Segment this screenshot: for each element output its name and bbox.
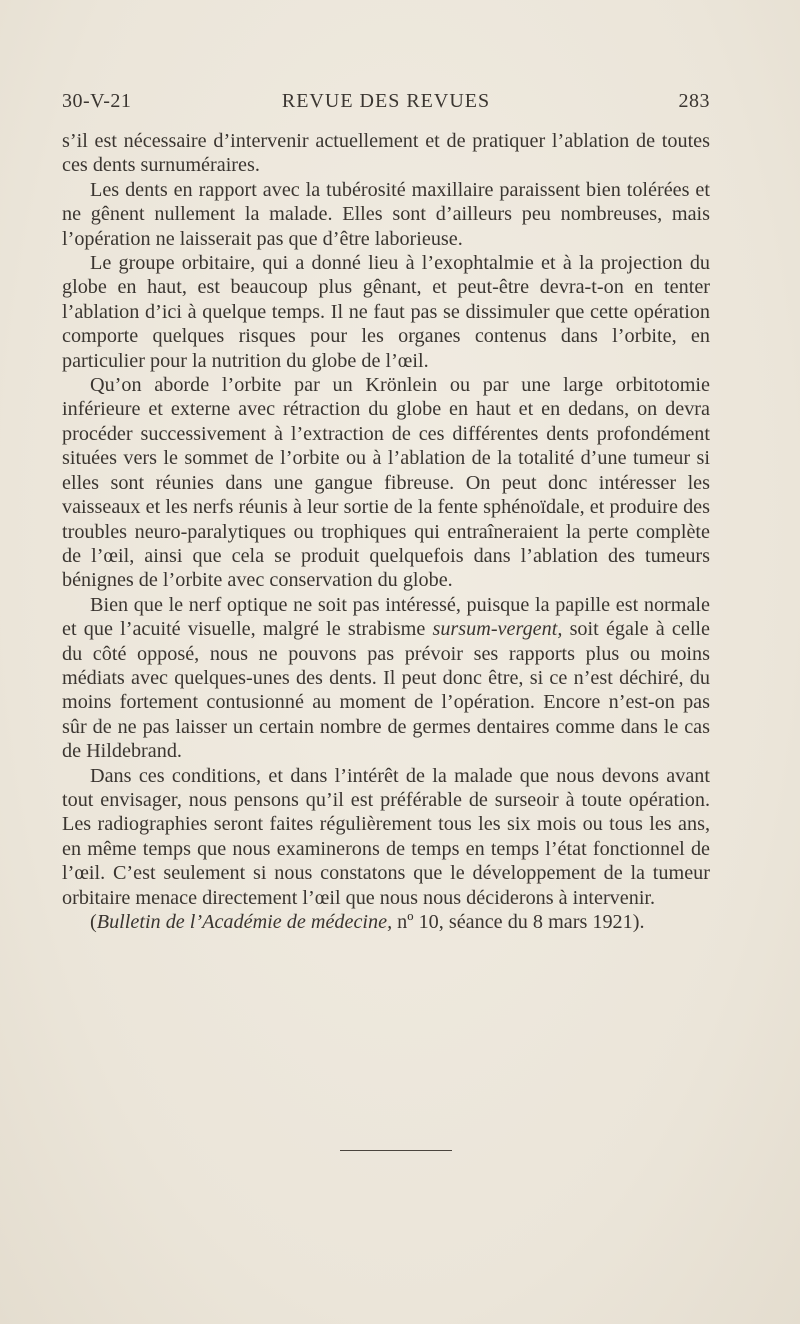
paragraph-2: Les dents en rapport avec la tubérosité maxillaire paraissent bien tolérées et ne gênent nullement la malade. Elles sont d’ailleurs peu nombreuses, mais l’opération ne laisserait pas que d’être laborieuse. <box>62 178 710 250</box>
paragraph-5-italic: sursum-vergent, <box>432 618 563 641</box>
citation-details: nº 10, séance du 8 mars 1921). <box>392 911 645 933</box>
paragraph-6: Dans ces conditions, et dans l’intérêt de la malade que nous devons avant tout envisager, nous pensons qu’il est préférable de surseoir à toute opération. Les radiographies seront faites régulièrement tous les six mois ou tous les ans, en même temps que nous examinerons de temps en temps l’état fonctionnel de l’œil. C’est seulement si nous constatons que le développement de la tumeur orbitaire menace directement l’œil que nous nous déciderons à intervenir. <box>62 764 710 909</box>
paragraph-5 <box>62 593 710 764</box>
section-divider <box>340 1150 452 1151</box>
paragraph-5-part-2: soit égale à celle du côté opposé, nous ne pouvons pas prévoir ses rapports plus ou moins médiats avec quelques-unes des dents. Il peut donc être, si ce n’est déchiré, du moins fortement contusionné au moment de l’opération. Encore n’est-on pas sûr de ne pas laisser un certain nombre de germes dentaires comme dans le cas de Hildebrand. <box>62 618 710 763</box>
running-header <box>62 90 710 118</box>
header-title: REVUE DES REVUES <box>281 90 491 112</box>
paragraph-1: s’il est nécessaire d’intervenir actuellement et de pratiquer l’ablation de toutes ces dents surnuméraires. <box>62 130 710 177</box>
page-number: 283 <box>678 90 710 112</box>
citation-journal: Bulletin de l’Académie de médecine, <box>96 911 393 933</box>
header-date: 30-V-21 <box>62 90 132 112</box>
citation-open: ( <box>90 911 97 933</box>
citation <box>62 910 710 934</box>
paragraph-4: Qu’on aborde l’orbite par un Krönlein ou par une large orbitotomie inférieure et externe avec rétraction du globe en haut et en dedans, on devra procéder successivement à l’extraction de ces différentes dents profondément situées vers le sommet de l’orbite ou à l’ablation de la totalité d’une tumeur si elles sont réunies dans une gangue fibreuse. On peut donc intéresser les vaisseaux et les nerfs réunis à leur sortie de la fente sphénoïdale, et produire des troubles neuro-paralytiques ou trophiques qui entraîneraient la perte complète de l’œil, ainsi que cela se produit quelquefois dans l’ablation des tumeurs bénignes de l’orbite avec conservation du globe. <box>62 374 710 592</box>
article-body <box>62 129 710 934</box>
paragraph-5-part-1: Bien que le nerf optique ne soit pas intéressé, puisque la papille est normale et que l’acuité visuelle, malgré le strabisme <box>62 593 710 641</box>
paragraph-3: Le groupe orbitaire, qui a donné lieu à l’exophtalmie et à la projection du globe en haut, est beaucoup plus gênant, et peut-être devra-t-on en tenter l’ablation d’ici à quelque temps. Il ne faut pas se dissimuler que cette opération comporte quelques risques pour les organes contenus dans l’orbite, en particulier pour la nutrition du globe de l’œil. <box>62 252 710 372</box>
